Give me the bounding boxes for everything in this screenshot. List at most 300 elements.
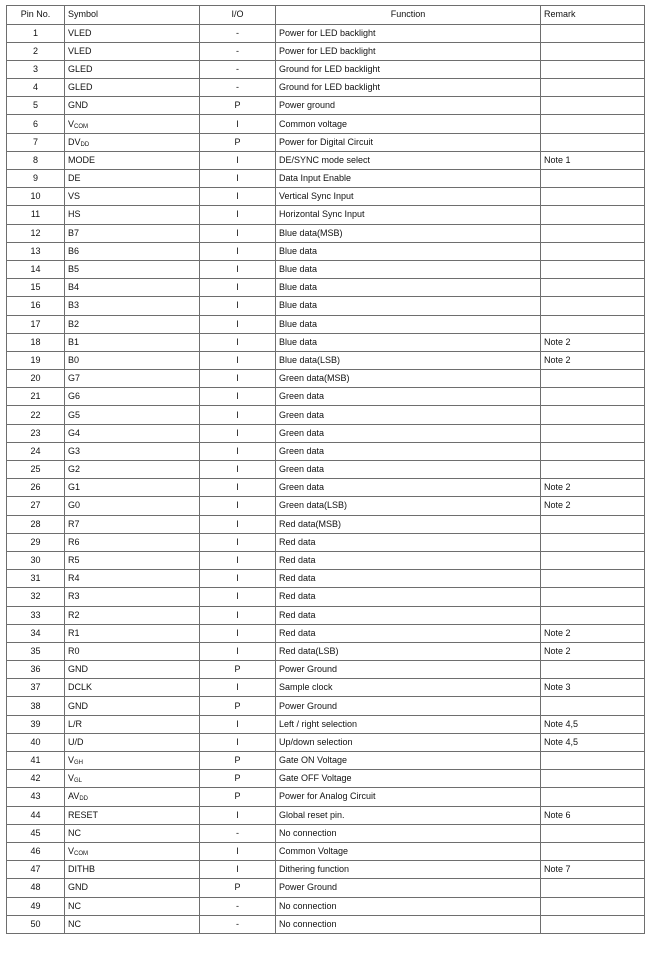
io-type-cell: - [200, 42, 276, 60]
pin-number-cell: 7 [7, 133, 65, 151]
symbol-cell [65, 497, 200, 515]
pin-number-cell: 25 [7, 461, 65, 479]
remark-cell [541, 188, 645, 206]
function-cell: Vertical Sync Input [276, 188, 541, 206]
remark-cell [541, 297, 645, 315]
io-type-cell: P [200, 788, 276, 806]
io-type-cell: I [200, 151, 276, 169]
remark-cell [541, 79, 645, 97]
symbol-text: G0 [68, 500, 81, 511]
remark-cell: Note 2 [541, 351, 645, 369]
symbol-text: B1 [68, 336, 80, 347]
pin-number-cell: 50 [7, 915, 65, 933]
remark-cell [541, 406, 645, 424]
io-type-cell: I [200, 461, 276, 479]
symbol-cell [65, 79, 200, 97]
symbol-cell [65, 260, 200, 278]
pin-number-cell: 26 [7, 479, 65, 497]
symbol-cell [65, 752, 200, 770]
pin-number-cell: 45 [7, 824, 65, 842]
io-type-cell: P [200, 697, 276, 715]
io-type-cell: I [200, 570, 276, 588]
table-row [7, 351, 645, 369]
remark-cell [541, 897, 645, 915]
pin-number-cell: 5 [7, 97, 65, 115]
io-type-cell: I [200, 606, 276, 624]
table-row [7, 679, 645, 697]
function-cell: DE/SYNC mode select [276, 151, 541, 169]
io-type-cell: I [200, 515, 276, 533]
symbol-cell [65, 442, 200, 460]
symbol-text: GND [68, 100, 88, 111]
io-type-cell: I [200, 115, 276, 133]
io-type-cell: I [200, 315, 276, 333]
remark-cell [541, 570, 645, 588]
pin-number-cell: 9 [7, 170, 65, 188]
table-row [7, 260, 645, 278]
header-symbol: Symbol [65, 6, 200, 25]
remark-cell [541, 60, 645, 78]
table-row [7, 479, 645, 497]
function-cell: Red data(LSB) [276, 642, 541, 660]
symbol-cell [65, 115, 200, 133]
io-type-cell: I [200, 388, 276, 406]
function-cell: Horizontal Sync Input [276, 206, 541, 224]
symbol-text: V [68, 118, 75, 129]
symbol-text: NC [68, 827, 81, 838]
io-type-cell: P [200, 133, 276, 151]
symbol-text: V [68, 846, 75, 857]
function-cell: Green data [276, 479, 541, 497]
symbol-text: B0 [68, 354, 80, 365]
pin-number-cell: 16 [7, 297, 65, 315]
remark-cell [541, 533, 645, 551]
symbol-text: AV [68, 791, 80, 802]
table-row [7, 370, 645, 388]
table-row [7, 661, 645, 679]
io-type-cell: I [200, 351, 276, 369]
symbol-text: MODE [68, 154, 95, 165]
io-type-cell: - [200, 60, 276, 78]
symbol-cell [65, 570, 200, 588]
function-cell: Blue data(LSB) [276, 351, 541, 369]
function-cell: Gate OFF Voltage [276, 770, 541, 788]
symbol-text: B4 [68, 282, 80, 293]
symbol-cell [65, 206, 200, 224]
function-cell: Blue data [276, 297, 541, 315]
table-header-row [7, 6, 645, 25]
symbol-cell [65, 188, 200, 206]
io-type-cell: I [200, 715, 276, 733]
table-row [7, 442, 645, 460]
symbol-text: G7 [68, 373, 81, 384]
pin-number-cell: 43 [7, 788, 65, 806]
symbol-text: B7 [68, 227, 80, 238]
io-type-cell: I [200, 479, 276, 497]
pin-number-cell: 6 [7, 115, 65, 133]
remark-cell: Note 2 [541, 624, 645, 642]
function-cell: Power for LED backlight [276, 42, 541, 60]
table-row [7, 606, 645, 624]
pin-number-cell: 32 [7, 588, 65, 606]
pin-number-cell: 40 [7, 733, 65, 751]
symbol-cell [65, 897, 200, 915]
symbol-text: G6 [68, 391, 81, 402]
symbol-text: U/D [68, 736, 84, 747]
symbol-text: R6 [68, 536, 80, 547]
io-type-cell: I [200, 260, 276, 278]
symbol-text: GND [68, 700, 88, 711]
function-cell: Blue data [276, 242, 541, 260]
symbol-text: GND [68, 882, 88, 893]
remark-cell [541, 915, 645, 933]
symbol-cell [65, 351, 200, 369]
symbol-text: R1 [68, 627, 80, 638]
remark-cell: Note 4,5 [541, 715, 645, 733]
remark-cell [541, 788, 645, 806]
function-cell: Green data [276, 442, 541, 460]
table-row [7, 515, 645, 533]
pin-number-cell: 48 [7, 879, 65, 897]
symbol-text: VLED [68, 27, 92, 38]
table-row [7, 279, 645, 297]
symbol-subscript: COM [74, 123, 89, 130]
function-cell: Red data(MSB) [276, 515, 541, 533]
table-row [7, 570, 645, 588]
pin-number-cell: 30 [7, 551, 65, 569]
symbol-cell [65, 588, 200, 606]
function-cell: Left / right selection [276, 715, 541, 733]
io-type-cell: P [200, 661, 276, 679]
symbol-cell [65, 224, 200, 242]
symbol-text: B6 [68, 245, 80, 256]
function-cell: No connection [276, 897, 541, 915]
pin-number-cell: 39 [7, 715, 65, 733]
io-type-cell: I [200, 406, 276, 424]
remark-cell: Note 2 [541, 497, 645, 515]
table-row [7, 770, 645, 788]
io-type-cell: P [200, 752, 276, 770]
io-type-cell: I [200, 442, 276, 460]
pin-number-cell: 22 [7, 406, 65, 424]
pin-number-cell: 31 [7, 570, 65, 588]
remark-cell [541, 260, 645, 278]
table-row [7, 788, 645, 806]
remark-cell [541, 242, 645, 260]
remark-cell [541, 424, 645, 442]
pin-number-cell: 20 [7, 370, 65, 388]
remark-cell [541, 170, 645, 188]
symbol-text: GLED [68, 63, 93, 74]
symbol-subscript: DD [79, 796, 89, 803]
symbol-cell [65, 279, 200, 297]
io-type-cell: I [200, 188, 276, 206]
symbol-cell [65, 697, 200, 715]
symbol-text: G1 [68, 482, 81, 493]
function-cell: Green data [276, 388, 541, 406]
table-row [7, 188, 645, 206]
function-cell: Blue data(MSB) [276, 224, 541, 242]
remark-cell [541, 697, 645, 715]
table-row [7, 224, 645, 242]
pin-assignment-table [6, 5, 645, 934]
table-row [7, 715, 645, 733]
function-cell: Power Ground [276, 879, 541, 897]
io-type-cell: I [200, 297, 276, 315]
table-row [7, 588, 645, 606]
io-type-cell: I [200, 551, 276, 569]
symbol-text: G2 [68, 464, 81, 475]
remark-cell [541, 606, 645, 624]
function-cell: Gate ON Voltage [276, 752, 541, 770]
table-row [7, 315, 645, 333]
pin-number-cell: 21 [7, 388, 65, 406]
symbol-text: DCLK [68, 682, 93, 693]
table-row [7, 824, 645, 842]
function-cell: Red data [276, 533, 541, 551]
function-cell: Red data [276, 624, 541, 642]
symbol-cell [65, 151, 200, 169]
symbol-text: R7 [68, 518, 80, 529]
symbol-cell [65, 915, 200, 933]
function-cell: Power Ground [276, 661, 541, 679]
symbol-cell [65, 715, 200, 733]
pin-number-cell: 46 [7, 842, 65, 860]
io-type-cell: I [200, 642, 276, 660]
function-cell: Red data [276, 606, 541, 624]
pin-number-cell: 2 [7, 42, 65, 60]
symbol-cell [65, 42, 200, 60]
symbol-cell [65, 879, 200, 897]
symbol-cell [65, 170, 200, 188]
function-cell: Common voltage [276, 115, 541, 133]
function-cell: Common Voltage [276, 842, 541, 860]
table-row [7, 133, 645, 151]
remark-cell [541, 370, 645, 388]
pin-number-cell: 33 [7, 606, 65, 624]
remark-cell: Note 4,5 [541, 733, 645, 751]
function-cell: Sample clock [276, 679, 541, 697]
function-cell: Power ground [276, 97, 541, 115]
header-pin-no: Pin No. [7, 6, 65, 25]
pin-number-cell: 13 [7, 242, 65, 260]
symbol-cell [65, 533, 200, 551]
symbol-text: VLED [68, 45, 92, 56]
function-cell: Green data [276, 406, 541, 424]
pin-number-cell: 47 [7, 861, 65, 879]
symbol-cell [65, 461, 200, 479]
symbol-cell [65, 824, 200, 842]
remark-cell [541, 279, 645, 297]
pin-number-cell: 27 [7, 497, 65, 515]
symbol-text: G4 [68, 427, 81, 438]
header-io: I/O [200, 6, 276, 25]
symbol-text: R5 [68, 555, 80, 566]
symbol-cell [65, 315, 200, 333]
remark-cell [541, 551, 645, 569]
symbol-text: DITHB [68, 864, 95, 875]
table-row [7, 624, 645, 642]
io-type-cell: I [200, 861, 276, 879]
io-type-cell: I [200, 279, 276, 297]
remark-cell [541, 824, 645, 842]
pin-number-cell: 11 [7, 206, 65, 224]
table-row [7, 424, 645, 442]
io-type-cell: I [200, 733, 276, 751]
pin-number-cell: 15 [7, 279, 65, 297]
symbol-cell [65, 606, 200, 624]
remark-cell [541, 442, 645, 460]
table-row [7, 297, 645, 315]
table-row [7, 697, 645, 715]
function-cell: Up/down selection [276, 733, 541, 751]
remark-cell [541, 42, 645, 60]
function-cell: Ground for LED backlight [276, 79, 541, 97]
symbol-text: RESET [68, 809, 99, 820]
remark-cell [541, 224, 645, 242]
pin-number-cell: 4 [7, 79, 65, 97]
symbol-text: NC [68, 918, 81, 929]
symbol-cell [65, 60, 200, 78]
symbol-text: GND [68, 664, 88, 675]
io-type-cell: I [200, 679, 276, 697]
table-row [7, 151, 645, 169]
symbol-text: R3 [68, 591, 80, 602]
remark-cell: Note 2 [541, 333, 645, 351]
pin-number-cell: 42 [7, 770, 65, 788]
header-remark: Remark [541, 6, 645, 25]
remark-cell [541, 515, 645, 533]
table-row [7, 333, 645, 351]
symbol-cell [65, 842, 200, 860]
symbol-cell [65, 297, 200, 315]
symbol-text: R0 [68, 645, 80, 656]
function-cell: Blue data [276, 279, 541, 297]
symbol-text: NC [68, 900, 81, 911]
remark-cell [541, 879, 645, 897]
table-row [7, 388, 645, 406]
symbol-text: V [68, 773, 75, 784]
pin-number-cell: 12 [7, 224, 65, 242]
remark-cell [541, 315, 645, 333]
symbol-cell [65, 424, 200, 442]
io-type-cell: I [200, 424, 276, 442]
function-cell: Red data [276, 551, 541, 569]
symbol-cell [65, 624, 200, 642]
table-row [7, 24, 645, 42]
pin-number-cell: 17 [7, 315, 65, 333]
pin-number-cell: 1 [7, 24, 65, 42]
io-type-cell: I [200, 206, 276, 224]
table-row [7, 170, 645, 188]
function-cell: Dithering function [276, 861, 541, 879]
table-row [7, 42, 645, 60]
remark-cell [541, 206, 645, 224]
remark-cell: Note 3 [541, 679, 645, 697]
remark-cell [541, 133, 645, 151]
remark-cell [541, 770, 645, 788]
io-type-cell: I [200, 842, 276, 860]
remark-cell [541, 752, 645, 770]
function-cell: Power Ground [276, 697, 541, 715]
io-type-cell: P [200, 879, 276, 897]
symbol-text: GLED [68, 82, 93, 93]
symbol-text: G5 [68, 409, 81, 420]
io-type-cell: - [200, 915, 276, 933]
io-type-cell: I [200, 497, 276, 515]
symbol-subscript: GH [74, 760, 84, 767]
symbol-cell [65, 661, 200, 679]
symbol-cell [65, 333, 200, 351]
symbol-cell [65, 642, 200, 660]
pin-number-cell: 35 [7, 642, 65, 660]
remark-cell: Note 1 [541, 151, 645, 169]
pin-number-cell: 36 [7, 661, 65, 679]
pin-number-cell: 34 [7, 624, 65, 642]
table-row [7, 206, 645, 224]
pin-number-cell: 29 [7, 533, 65, 551]
pin-number-cell: 44 [7, 806, 65, 824]
symbol-text: DV [68, 136, 81, 147]
symbol-cell [65, 515, 200, 533]
io-type-cell: I [200, 370, 276, 388]
symbol-text: L/R [68, 718, 83, 729]
function-cell: Data Input Enable [276, 170, 541, 188]
io-type-cell: I [200, 806, 276, 824]
symbol-text: R2 [68, 609, 80, 620]
io-type-cell: I [200, 170, 276, 188]
remark-cell: Note 6 [541, 806, 645, 824]
symbol-cell [65, 479, 200, 497]
symbol-subscript: DD [80, 141, 90, 148]
pin-number-cell: 19 [7, 351, 65, 369]
io-type-cell: - [200, 824, 276, 842]
symbol-text: V [68, 755, 75, 766]
table-row [7, 897, 645, 915]
pin-number-cell: 38 [7, 697, 65, 715]
symbol-cell [65, 861, 200, 879]
function-cell: Blue data [276, 260, 541, 278]
remark-cell [541, 115, 645, 133]
function-cell: Power for Digital Circuit [276, 133, 541, 151]
pin-number-cell: 37 [7, 679, 65, 697]
table-row [7, 533, 645, 551]
symbol-cell [65, 679, 200, 697]
pin-number-cell: 23 [7, 424, 65, 442]
pin-number-cell: 10 [7, 188, 65, 206]
pin-number-cell: 3 [7, 60, 65, 78]
symbol-cell [65, 133, 200, 151]
table-row [7, 497, 645, 515]
remark-cell: Note 2 [541, 642, 645, 660]
symbol-subscript: COM [74, 851, 89, 858]
symbol-text: G3 [68, 445, 81, 456]
symbol-text: B5 [68, 264, 80, 275]
remark-cell [541, 97, 645, 115]
pin-number-cell: 41 [7, 752, 65, 770]
function-cell: Global reset pin. [276, 806, 541, 824]
header-function: Function [276, 6, 541, 25]
function-cell: Green data [276, 424, 541, 442]
io-type-cell: - [200, 79, 276, 97]
io-type-cell: I [200, 588, 276, 606]
table-row [7, 752, 645, 770]
table-row [7, 97, 645, 115]
pin-number-cell: 8 [7, 151, 65, 169]
io-type-cell: P [200, 97, 276, 115]
table-row [7, 879, 645, 897]
function-cell: Green data [276, 461, 541, 479]
